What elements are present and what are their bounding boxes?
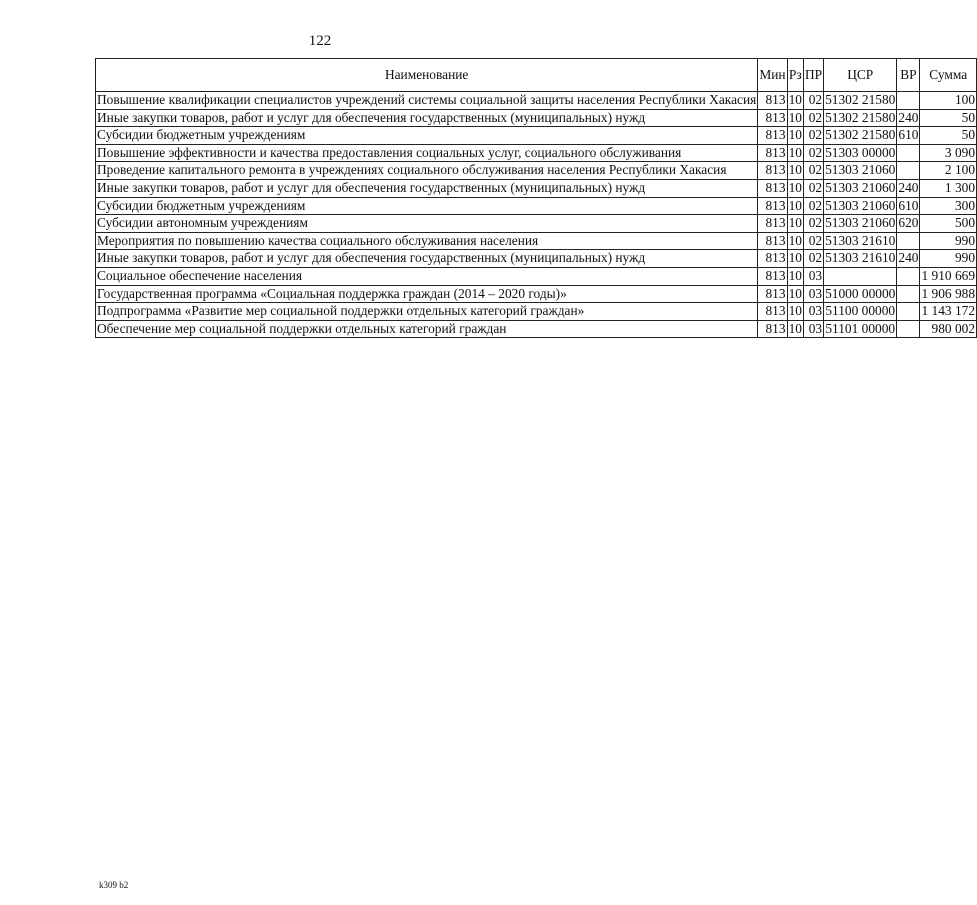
row-name-cell: Субсидии автономным учреждениям	[96, 215, 758, 233]
budget-table	[95, 58, 977, 338]
row-subsection-cell: 03	[803, 320, 823, 338]
row-target-code-cell: 51303 21610	[824, 232, 897, 250]
row-amount-cell: 3 090	[920, 144, 977, 162]
row-expense-type-cell	[897, 303, 920, 321]
table-row	[96, 197, 977, 215]
row-subsection-cell: 02	[803, 197, 823, 215]
row-subsection-cell: 03	[803, 303, 823, 321]
table-row	[96, 179, 977, 197]
column-header-amount: Сумма	[920, 59, 977, 92]
row-subsection-cell: 03	[803, 285, 823, 303]
row-subsection-cell: 02	[803, 232, 823, 250]
row-amount-cell: 980 002	[920, 320, 977, 338]
row-subsection-cell: 02	[803, 127, 823, 145]
row-name-cell: Субсидии бюджетным учреждениям	[96, 127, 758, 145]
row-section-cell: 10	[787, 232, 803, 250]
row-expense-type-cell	[897, 320, 920, 338]
row-name-cell: Иные закупки товаров, работ и услуг для обеспечения государственных (муниципальных) нужд	[96, 109, 758, 127]
row-name-cell: Повышение эффективности и качества предоставления социальных услуг, социального обслуживания	[96, 144, 758, 162]
table-header-row	[96, 59, 977, 92]
row-target-code-cell: 51302 21580	[824, 92, 897, 110]
row-ministry-cell: 813	[758, 179, 787, 197]
row-section-cell: 10	[787, 144, 803, 162]
row-ministry-cell: 813	[758, 232, 787, 250]
row-expense-type-cell	[897, 144, 920, 162]
row-amount-cell: 990	[920, 232, 977, 250]
table-row	[96, 267, 977, 285]
row-ministry-cell: 813	[758, 109, 787, 127]
row-target-code-cell: 51000 00000	[824, 285, 897, 303]
row-section-cell: 10	[787, 215, 803, 233]
page-number: 122	[308, 33, 332, 49]
row-section-cell: 10	[787, 197, 803, 215]
row-section-cell: 10	[787, 285, 803, 303]
row-section-cell: 10	[787, 162, 803, 180]
row-expense-type-cell: 610	[897, 127, 920, 145]
row-expense-type-cell: 240	[897, 109, 920, 127]
row-section-cell: 10	[787, 250, 803, 268]
row-expense-type-cell: 240	[897, 179, 920, 197]
row-subsection-cell: 02	[803, 179, 823, 197]
row-target-code-cell	[824, 267, 897, 285]
row-section-cell: 10	[787, 92, 803, 110]
row-expense-type-cell: 240	[897, 250, 920, 268]
row-expense-type-cell: 610	[897, 197, 920, 215]
row-ministry-cell: 813	[758, 250, 787, 268]
row-subsection-cell: 02	[803, 144, 823, 162]
row-name-cell: Иные закупки товаров, работ и услуг для обеспечения государственных (муниципальных) нужд	[96, 250, 758, 268]
row-section-cell: 10	[787, 303, 803, 321]
table-row	[96, 232, 977, 250]
column-header-target-code: ЦСР	[824, 59, 897, 92]
row-name-cell: Обеспечение мер социальной поддержки отдельных категорий граждан	[96, 320, 758, 338]
column-header-section: Рз	[787, 59, 803, 92]
row-target-code-cell: 51303 21060	[824, 215, 897, 233]
row-ministry-cell: 813	[758, 127, 787, 145]
row-section-cell: 10	[787, 179, 803, 197]
column-header-expense-type: ВР	[897, 59, 920, 92]
row-section-cell: 10	[787, 127, 803, 145]
row-name-cell: Социальное обеспечение населения	[96, 267, 758, 285]
row-subsection-cell: 02	[803, 162, 823, 180]
row-amount-cell: 300	[920, 197, 977, 215]
row-target-code-cell: 51303 21060	[824, 179, 897, 197]
row-expense-type-cell	[897, 285, 920, 303]
row-ministry-cell: 813	[758, 285, 787, 303]
table-row	[96, 127, 977, 145]
row-subsection-cell: 02	[803, 92, 823, 110]
row-ministry-cell: 813	[758, 215, 787, 233]
row-section-cell: 10	[787, 320, 803, 338]
row-amount-cell: 990	[920, 250, 977, 268]
row-expense-type-cell	[897, 232, 920, 250]
row-amount-cell: 50	[920, 109, 977, 127]
row-amount-cell: 50	[920, 127, 977, 145]
table-body	[96, 92, 977, 338]
row-amount-cell: 1 906 988	[920, 285, 977, 303]
footer-code: k309 b2	[99, 880, 129, 890]
row-name-cell: Государственная программа «Социальная поддержка граждан (2014 – 2020 годы)»	[96, 285, 758, 303]
row-name-cell: Повышение квалификации специалистов учреждений системы социальной защиты населения Республики Хакасия	[96, 92, 758, 110]
row-ministry-cell: 813	[758, 267, 787, 285]
table-row	[96, 162, 977, 180]
row-amount-cell: 100	[920, 92, 977, 110]
row-ministry-cell: 813	[758, 303, 787, 321]
row-target-code-cell: 51302 21580	[824, 127, 897, 145]
row-name-cell: Подпрограмма «Развитие мер социальной поддержки отдельных категорий граждан»	[96, 303, 758, 321]
row-name-cell: Проведение капитального ремонта в учреждениях социального обслуживания населения Республики Хакасия	[96, 162, 758, 180]
row-target-code-cell: 51303 21060	[824, 162, 897, 180]
row-expense-type-cell	[897, 92, 920, 110]
row-subsection-cell: 03	[803, 267, 823, 285]
row-amount-cell: 2 100	[920, 162, 977, 180]
row-target-code-cell: 51101 00000	[824, 320, 897, 338]
row-subsection-cell: 02	[803, 250, 823, 268]
row-section-cell: 10	[787, 109, 803, 127]
row-amount-cell: 1 143 172	[920, 303, 977, 321]
row-expense-type-cell	[897, 267, 920, 285]
table-row	[96, 285, 977, 303]
row-expense-type-cell	[897, 162, 920, 180]
column-header-subsection: ПР	[803, 59, 823, 92]
row-amount-cell: 1 300	[920, 179, 977, 197]
row-target-code-cell: 51303 21060	[824, 197, 897, 215]
column-header-name: Наименование	[96, 59, 758, 92]
table-row	[96, 303, 977, 321]
table-row	[96, 320, 977, 338]
row-name-cell: Мероприятия по повышению качества социального обслуживания населения	[96, 232, 758, 250]
table-row	[96, 144, 977, 162]
row-amount-cell: 1 910 669	[920, 267, 977, 285]
row-target-code-cell: 51303 00000	[824, 144, 897, 162]
row-amount-cell: 500	[920, 215, 977, 233]
table-row	[96, 215, 977, 233]
row-expense-type-cell: 620	[897, 215, 920, 233]
row-ministry-cell: 813	[758, 144, 787, 162]
row-section-cell: 10	[787, 267, 803, 285]
column-header-ministry: Мин	[758, 59, 787, 92]
row-name-cell: Субсидии бюджетным учреждениям	[96, 197, 758, 215]
row-target-code-cell: 51302 21580	[824, 109, 897, 127]
row-ministry-cell: 813	[758, 92, 787, 110]
row-name-cell: Иные закупки товаров, работ и услуг для обеспечения государственных (муниципальных) нужд	[96, 179, 758, 197]
row-target-code-cell: 51100 00000	[824, 303, 897, 321]
table-row	[96, 109, 977, 127]
row-ministry-cell: 813	[758, 162, 787, 180]
row-target-code-cell: 51303 21610	[824, 250, 897, 268]
table-row	[96, 250, 977, 268]
row-subsection-cell: 02	[803, 215, 823, 233]
row-ministry-cell: 813	[758, 197, 787, 215]
table-row	[96, 92, 977, 110]
row-subsection-cell: 02	[803, 109, 823, 127]
row-ministry-cell: 813	[758, 320, 787, 338]
